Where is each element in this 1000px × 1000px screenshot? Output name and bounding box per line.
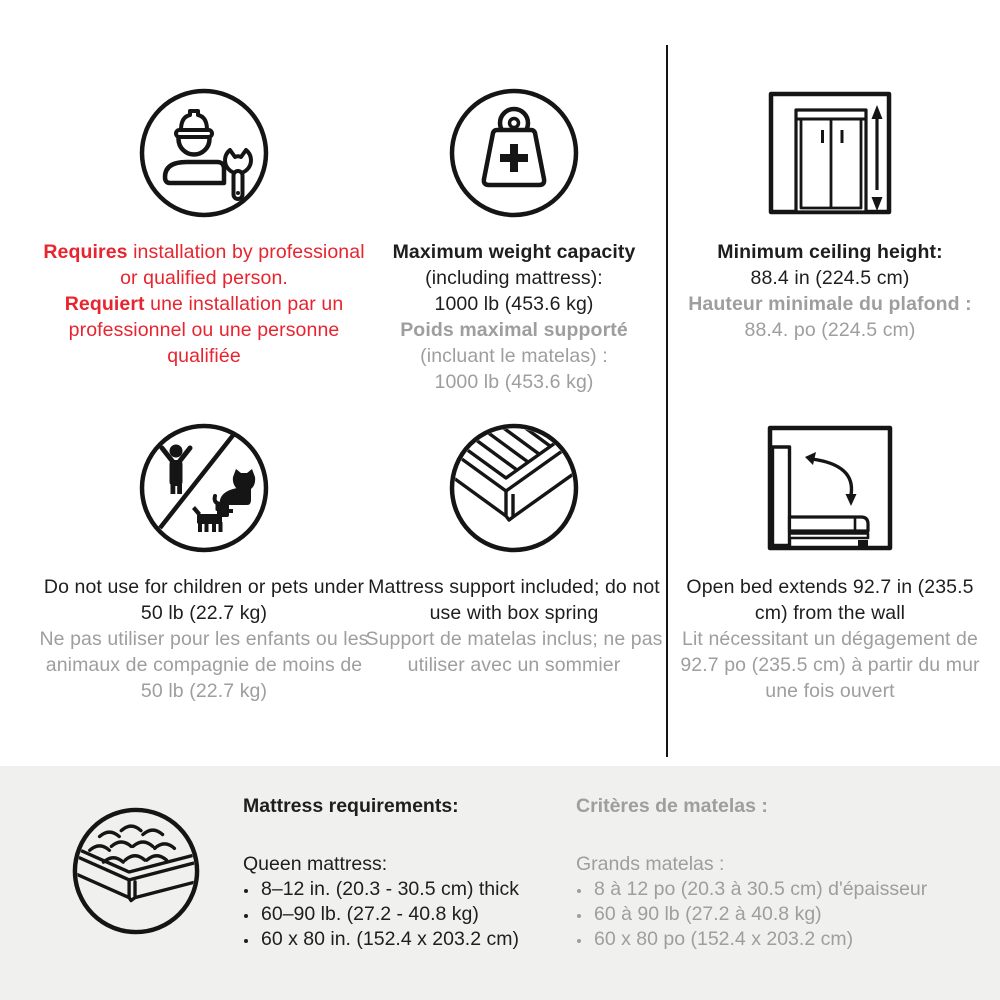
installation-text-en: Requires installation by professional or qualified person. xyxy=(43,241,365,289)
mattress-support-icon xyxy=(358,421,670,555)
cell-open-bed xyxy=(680,421,980,704)
installer-icon xyxy=(39,86,369,220)
weight-line3-fr: 1000 lb (453.6 kg) xyxy=(434,371,594,393)
mattress-support-text xyxy=(358,574,670,678)
no-children-pets-icon xyxy=(39,421,369,555)
cell-mattress-support xyxy=(358,421,670,678)
mattress-requirements-subtitle-en: Queen mattress: xyxy=(243,853,388,875)
mattress-requirements-title-en: Mattress requirements: xyxy=(243,795,459,817)
no-children-pets-text-en: Do not use for children or pets under 50 lb (22.7 kg) xyxy=(43,576,365,624)
cell-ceiling-height xyxy=(665,86,995,343)
list-item: • 60 x 80 in. (152.4 x 203.2 cm) xyxy=(259,927,519,952)
cell-no-children-pets xyxy=(39,421,369,704)
ceiling-title-en: Minimum ceiling height: xyxy=(717,241,943,263)
mattress-support-text-fr: Support de matelas inclus; ne pas utiliser avec un sommier xyxy=(365,628,663,676)
cell-weight-capacity xyxy=(349,86,679,395)
mattress-requirements-en xyxy=(243,793,519,952)
no-children-pets-text-fr: Ne pas utiliser pour les enfants ou les animaux de compagnie de moins de 50 lb (22.7 kg) xyxy=(39,628,369,702)
ceiling-line2-fr: 88.4. po (224.5 cm) xyxy=(744,319,916,341)
weight-line3-en: 1000 lb (453.6 kg) xyxy=(434,293,594,315)
list-item: • 60 x 80 po (152.4 x 203.2 cm) xyxy=(592,927,927,952)
mattress-requirements-subtitle-fr: Grands matelas : xyxy=(576,853,725,875)
installation-text xyxy=(39,239,369,369)
weight-title-en: Maximum weight capacity xyxy=(392,241,636,263)
ceiling-title-fr: Hauteur minimale du plafond : xyxy=(688,293,972,315)
list-item: • 8 à 12 po (20.3 à 30.5 cm) d'épaisseur xyxy=(592,877,927,902)
ceiling-height-text xyxy=(665,239,995,343)
weight-capacity-text xyxy=(349,239,679,395)
list-item: • 60 à 90 lb (27.2 à 40.8 kg) xyxy=(592,902,927,927)
open-bed-icon xyxy=(680,421,980,555)
ceiling-height-icon xyxy=(665,86,995,220)
open-bed-text xyxy=(680,574,980,704)
weight-capacity-icon xyxy=(349,86,679,220)
mattress-requirements-title-fr: Critères de matelas : xyxy=(576,795,768,817)
mattress-requirements-list-fr xyxy=(576,877,927,952)
mattress-requirements-list-en xyxy=(243,877,519,952)
mattress-requirements-fr xyxy=(576,793,927,952)
mattress-icon xyxy=(70,805,202,937)
weight-line2-en: (including mattress): xyxy=(425,267,603,289)
mattress-support-text-en: Mattress support included; do not use with box spring xyxy=(368,576,660,624)
ceiling-line2-en: 88.4 in (224.5 cm) xyxy=(750,267,910,289)
cell-installation xyxy=(39,86,369,369)
list-item: • 60–90 lb. (27.2 - 40.8 kg) xyxy=(259,902,519,927)
list-item: • 8–12 in. (20.3 - 30.5 cm) thick xyxy=(259,877,519,902)
weight-line2-fr: (incluant le matelas) : xyxy=(420,345,608,367)
open-bed-text-fr: Lit nécessitant un dégagement de 92.7 po (235.5 cm) à partir du mur une fois ouvert xyxy=(680,628,980,702)
no-children-pets-text xyxy=(39,574,369,704)
installation-text-fr: Requiert une installation par un professionnel ou une personne qualifiée xyxy=(64,293,344,367)
mattress-requirements-band xyxy=(0,766,1000,1000)
open-bed-text-en: Open bed extends 92.7 in (235.5 cm) from the wall xyxy=(686,576,974,624)
weight-title-fr: Poids maximal supporté xyxy=(400,319,628,341)
